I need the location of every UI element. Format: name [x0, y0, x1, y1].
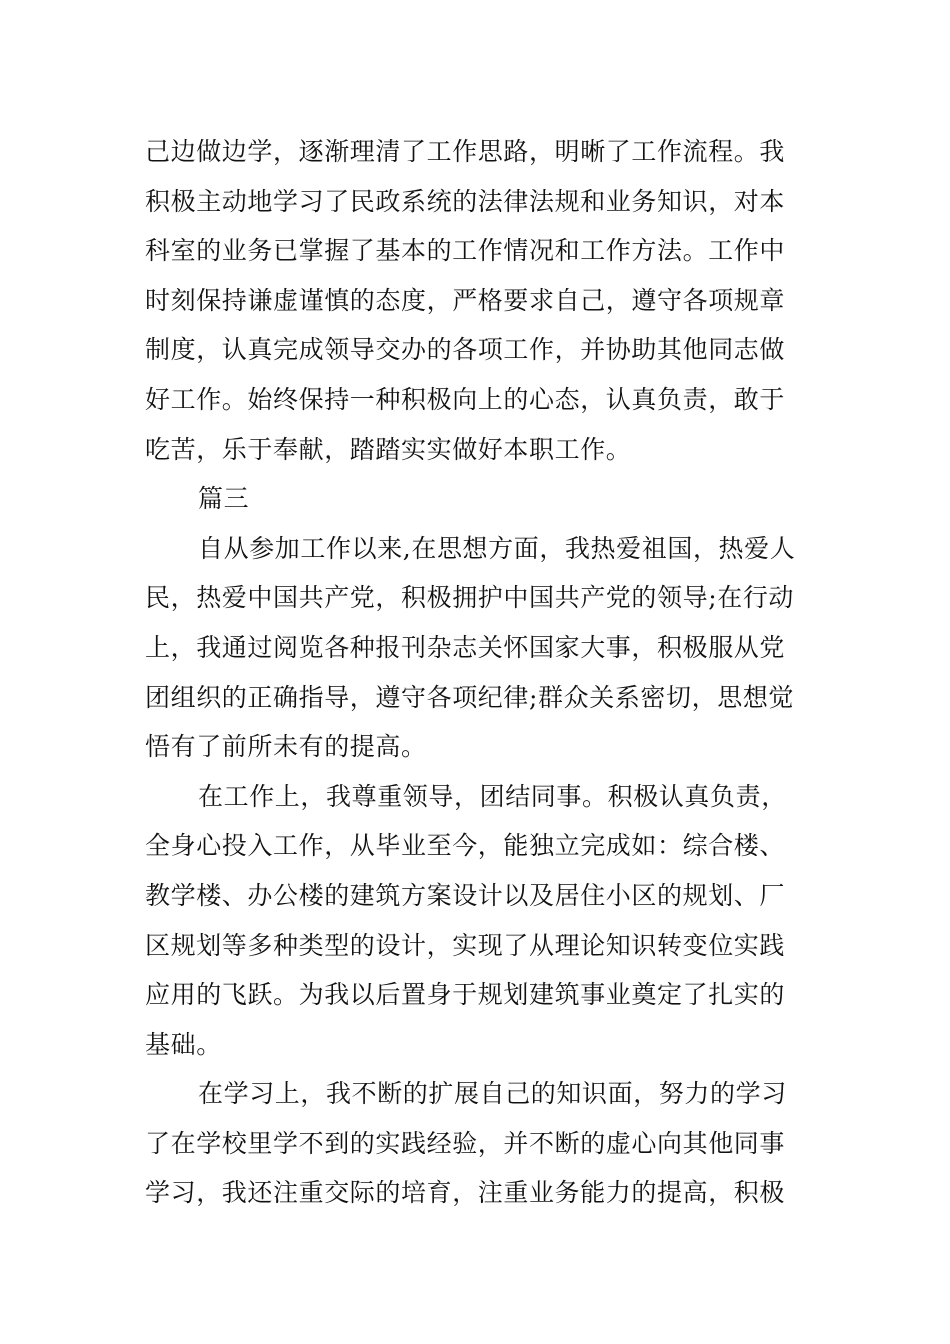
text-line: 上，我通过阅览各种报刊杂志关怀国家大事，积极服从党 [145, 632, 786, 662]
text-line: 己边做边学，逐渐理清了工作思路，明晰了工作流程。我 [145, 137, 786, 166]
text-line: 基础。 [145, 1029, 222, 1059]
text-line: 学习，我还注重交际的培育，注重业务能力的提高，积极 [145, 1178, 786, 1208]
text-line: 了在学校里学不到的实践经验，并不断的虚心向其他同事 [145, 1128, 786, 1158]
text-line: 积极主动地学习了民政系统的法律法规和业务知识，对本 [145, 186, 786, 216]
text-line: 在工作上，我尊重领导，团结同事。积极认真负责， [198, 781, 787, 811]
text-line: 团组织的正确指导，遵守各项纪律;群众关系密切，思想觉 [145, 682, 795, 712]
text-line: 科室的业务已掌握了基本的工作情况和工作方法。工作中 [145, 236, 786, 266]
text-line: 篇三 [198, 484, 250, 514]
text-line: 全身心投入工作，从毕业至今，能独立完成如：综合楼、 [145, 831, 786, 861]
text-line: 在学习上，我不断的扩展自己的知识面，努力的学习 [198, 1079, 787, 1109]
text-line: 应用的飞跃。为我以后置身于规划建筑事业奠定了扎实的 [145, 980, 786, 1010]
text-line: 民，热爱中国共产党，积极拥护中国共产党的领导;在行动 [145, 583, 795, 613]
text-line: 教学楼、办公楼的建筑方案设计以及居住小区的规划、厂 [145, 880, 786, 910]
document-body [145, 127, 810, 1218]
text-line: 区规划等多种类型的设计，实现了从理论知识转变位实践 [145, 930, 786, 960]
text-line: 好工作。始终保持一种积极向上的心态，认真负责，敢于 [145, 384, 786, 414]
text-line: 自从参加工作以来,在思想方面，我热爱祖国，热爱人 [198, 533, 796, 563]
text-line: 吃苦，乐于奉献，踏踏实实做好本职工作。 [145, 434, 632, 464]
text-line: 时刻保持谦虚谨慎的态度，严格要求自己，遵守各项规章 [145, 285, 786, 315]
text-line: 悟有了前所未有的提高。 [145, 732, 427, 762]
text-line: 制度，认真完成领导交办的各项工作，并协助其他同志做 [145, 335, 786, 365]
